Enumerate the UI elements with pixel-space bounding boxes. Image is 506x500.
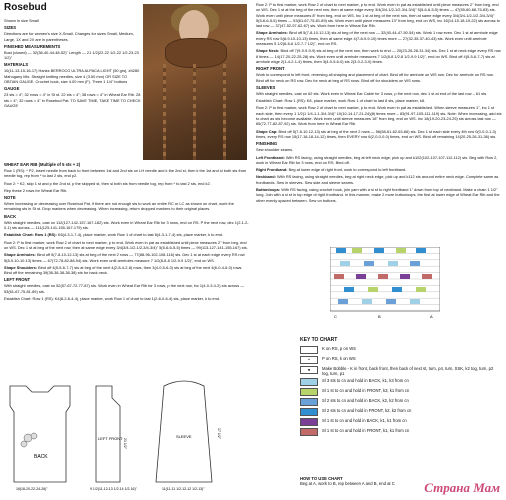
- key-item: [300, 418, 500, 426]
- key-item: [300, 428, 500, 436]
- chart-label-c: C: [334, 314, 337, 319]
- note-heading: NOTE: [4, 195, 16, 201]
- shoulder-text: Bind off 4(5-5-6-7-7) sts at beg of the next 4(2-8-4-2-8) rows, then 3(4-0-5-6-0) sts at beg of the next 4(6-0-4-6-0) rows. Bind off the remaining 39(38-38-38-38-38) sts for back neck.: [4, 264, 243, 276]
- finishing-heading: FINISHING: [256, 141, 278, 147]
- gauge-heading: GAUGE: [4, 86, 20, 92]
- back-schematic: [10, 386, 70, 491]
- watermark-logo: Страна Мам: [424, 480, 500, 495]
- row2-text: Row 2: P to first marker, work Row 2 of chart to next marker, p to end. Work even in pat as established until piece measures 2" from beg, end on WS. Dec 1 st at beg of the next row, then at same edge every 3/4(3/4-1/2-1/2-3/4-3/4)" 5(5-6-6-5-5) times — 99(113-127-141-155-167) sts.: [4, 239, 248, 250]
- lfb-heading: Left Frontband:: [256, 154, 285, 160]
- swatch-cable: [300, 398, 318, 406]
- dim-back-width: 16(18-20-22-24-26)": [16, 487, 48, 491]
- dim-length: 21 1/2": [123, 438, 127, 449]
- rightfront-heading: RIGHT FRONT: [256, 66, 285, 72]
- armhole-heading: Shape Armholes:: [256, 30, 288, 36]
- sleeve-schematic: [156, 381, 221, 491]
- shoulder-heading: Shape Shoulders:: [4, 264, 38, 270]
- howto-text: Beg at A, work to B, rep between A and B, end at C: [300, 481, 395, 486]
- dim-sleeve-length: 17 1/2": [217, 428, 221, 439]
- page-title: Rosebud: [4, 2, 47, 13]
- chart-key: [300, 338, 500, 438]
- armhole-heading: Shape Armholes:: [4, 252, 36, 258]
- rib-rep: Rep these 2 rows for Wheat Ear Rib.: [4, 187, 68, 193]
- key-text: K on RS, p on WS: [322, 346, 356, 351]
- sl-row2-text: Row 2: P to first marker, work Row 2 of chart to next marker, p to end. Work even in pat as established. When sleeve measures 1", inc 1 st each side, then every 1 1/2(1 1/4-1-1-3/4-3/4)" 10(10-14-17-21-24)(8) times more – 83(91-97-105-111-119) sts. Note: When increasing, add sts to chart as sts become available. Work even until sleeve measures 18" from beg, end on WS. Inc 18(19-20-23-24-25) sts across last row — 65(72-77-82-87-92) sts. Work from here in Wheat Ear Rib.: [256, 105, 502, 127]
- swatch-cable: [300, 378, 318, 386]
- rightfront-text: Work to correspond to left front, reversing all shaping and placement of chart. Bind off for armhole on WS row. Dec for armhole on RS row. Bind off for neck on RS row. Dec for neck at beg of RS rows. Bind off for shoulders on WS rows.: [256, 72, 494, 83]
- key-text: Sl 2 sts to cn and hold in BACK, k2, k2 from cn: [322, 398, 409, 403]
- materials-text: 10(11-13-15-16-17) Hanks BERROCO ULTRA ALPACA LIGHT (50 grs), #4280 Mahogany Mix. Straight knitting needles, size 4 (3.50 mm) OR SIZE TO OBTAIN GAUGE. Crochet hook, size 4.00 mm (F). Three 1 1/4" buttons: [4, 68, 140, 85]
- chart-label-b: B: [378, 314, 381, 319]
- key-text: Sl 3 sts to cn and hold in BACK, k1, k3 from cn: [322, 378, 409, 383]
- key-text: Sl 1 st to cn and hold in FRONT, k3, k1 from cn: [322, 388, 410, 393]
- cap-heading: Shape Cap:: [256, 128, 278, 134]
- key-item: [300, 388, 500, 396]
- sl-establish-text: Establish Chart: Row 1 (RS): K8, place marker, work Row 1 of chart to last 8 sts, place marker, k8.: [256, 98, 426, 104]
- leftfront-heading: LEFT FRONT: [4, 277, 31, 283]
- establish-heading: Establish Chart: Row 1 (RS):: [4, 232, 57, 238]
- rib-heading: WHEAT EAR RIB (Multiple of 5 sts + 2): [4, 162, 81, 167]
- row2-text: Row 2: P to first marker, work Row 2 of chart to next marker, p to end. Work even in pat as established until piece measures 2" from beg, end on WS. Dec 1 st at the beg of the next row, then at same edge every 3/4(3/4-1/2-1/2-3/4-3/4)" 5(5-6-6-5-5) times — 47(55-60-68-75-83) sts. Work even until piece measures 8" from beg, end on WS. Inc 1 st at beg of the next row, then at same edge every 3/4(3/4-1/2-1/2-3/4-3/4)" 5(5-6-6-5-5) times — 53(61-67-75-81-89) sts. Work even until piece measures 13" from beg, end on WS, inc 16(14-15-18-19-22) sts across to last row — 37(47-52-57-62-67) sts. Work from here in Wheat Ear Rib.: [256, 2, 500, 29]
- swatch-cable: [300, 428, 318, 436]
- swatch-bobble: ●: [300, 366, 318, 374]
- howto-title: HOW TO USE CHART: [300, 476, 343, 481]
- left-column-lower: [4, 160, 250, 303]
- dim-sleeve-width: 11(11-11 1/2-12-12 1/2-13)": [162, 487, 205, 491]
- sweater-collar: [165, 38, 227, 68]
- leftfront-label: LEFT FRONT: [98, 436, 123, 441]
- back-label: BACK: [34, 454, 48, 460]
- dim-front-width: 9 1/2(11-12-13 1/2-14 1/2-16)": [90, 487, 137, 491]
- model-photo: [143, 4, 247, 160]
- note-text: When increasing or decreasing over Rosebud Pat, if there are not enough sts to work an entire RC or LC as shown on chart, work the remaining sts in St st. Drop markers when decreasing. When increasing, return dropped markers to their original places.: [4, 201, 234, 212]
- neck-heading: Shape Neck:: [256, 48, 280, 54]
- cap-text: Bind off 5(7-8-10-12-13) sts at beg of the next 2 rows — 56(58-61-62-63-66) sts. Dec 1 st each side every 4th row 0(0-0-0-1-3) times, every RS row 15(17-18-18-14-12) times, then EVERY row 6(2-0-0-0-0) times, end on WS. Bind off remaining 14(20-25-26-31-36) sts.: [256, 128, 497, 139]
- buttonloops-heading: Buttonloops:: [256, 187, 281, 193]
- cable-stripe: [193, 64, 196, 160]
- materials-heading: MATERIALS: [4, 62, 29, 68]
- armhole-text: Bind off 5(7-8-10-12-13) sts at beg of the next 2 rows — 77(88-96-102-108-116) sts. Dec 1 st at each edge every RS row 5(8-9-10-10-13) times — 67(72-78-82-88-94) sts. Work even until armholes measure 7 1/2(8-8-8 1/2-9-9 1/2)", end on WS.: [4, 252, 245, 263]
- finishing-text: Sew shoulder seams.: [256, 147, 294, 153]
- cable-stripe: [223, 64, 226, 160]
- sleeves-text: With straight needles, cast on 62 sts. Work even in Wheat Ear Cable for 3 rows, p the next row, dec 1 st at end of the last row – 61 sts.: [256, 90, 488, 96]
- schematics: [4, 378, 250, 496]
- rib-row1: Row 1 (RS): * P2, insert needle from back to front between 1st and 2nd sts on LH needle and k the 2nd st, then k the 1st and sl both sts from needle tog, rep from * to last 2 sts, end p2.: [4, 168, 247, 179]
- left-column: [4, 18, 142, 110]
- key-item: [300, 408, 500, 416]
- subtitle: Shown in size Small: [4, 18, 39, 23]
- key-item: [300, 378, 500, 386]
- rfb-text: Beg at lower edge of right front, work to correspond to left frontband.: [288, 167, 407, 173]
- back-text: With straight needles, cast on 112(127-142-157-167-182) sts. Work even in Wheat Ear Rib for 3 rows, end on RS. P the next row, dec 1(2-1-2-0-1) sts across — 111(125-141-155-167-179) sts.: [4, 219, 249, 231]
- neckband-text: With RS facing, using straight needles, beg at right neck edge, pick up and k112 sts around entire neck edge. Complete same as frontbands. Sew in sleeves. Sew side and sleeve seams.: [256, 174, 499, 185]
- neck-text: Bind off 7(9-9-9-9-9) sts at beg of the next row, then work to end — 20(23-26-28-31-34) sts. Dec 1 st at neck edge every RS row 6 times — 14(17-20-22-25-28) sts. Work even until armhole measures 7 1/2(8-8 1/2-8 1/2-9-9 1/2)", end on WS. Bind off 4(5-5-6-7-7) sts at armhole edge 2(1-4-2-1-4) times, then 3(4-0-5-6-0) sts 2(3-0-2-3-0) times.: [256, 48, 501, 64]
- sizes-text: Directions are for women's size X-Small. Changes for sizes Small, Medium, Large, 1X and 2X are in parentheses.: [4, 31, 134, 42]
- leftfront-text: With straight needles, cast on 52(57-67-72-77-87) sts. Work even in Wheat Ear Rib for 3 rows, p the next row, inc 1(4-0-3-4-2) sts across — 53(61-67-75-81-89) sts.: [4, 283, 245, 294]
- key-text: Sl 1 st to cn and hold in FRONT, k1, k1 from cn: [322, 428, 410, 433]
- key-title: KEY TO CHART: [300, 337, 338, 343]
- lf-establish-text: Establish Chart: Row 1 (RS): K4(8-2-6-4-4), place marker, work Row 1 of chart to last 1(2-6-0-6-4) sts, place marker, k to end.: [4, 296, 221, 302]
- key-text: Make Bobble - K in front, back front, then back of next st, turn, p4, turn, SSK, k2 tog, turn, p2 tog, turn, p1: [322, 366, 494, 376]
- gauge-text: 23 sts = 4"; 32 rows = 4" in St st. 22 sts = 4"; 38 rows = 4" in Wheat Ear Rib. 28 sts = 4"; 32 rows = 4" in Rosebud Pat. TO SAVE TIME, TAKE TIME TO CHECK GAUGE: [4, 92, 141, 108]
- key-text: P on RS, k on WS: [322, 356, 356, 361]
- key-text: Sl 1 st to cn and hold in BACK, k1, k1 from cn: [322, 418, 407, 423]
- finished-heading: FINISHED MEASUREMENTS: [4, 43, 61, 49]
- swatch-cable: [300, 418, 318, 426]
- key-item: [300, 398, 500, 406]
- rfb-heading: Right Frontband:: [256, 167, 288, 173]
- sleeve-label: SLEEVE: [176, 434, 192, 439]
- swatch-knit: [300, 346, 318, 354]
- leftfront-schematic: [90, 386, 138, 491]
- establish-text: K6(4-3-1-7-4), place marker, work Row 1 of chart to last 6(4-3-1-7-4) sts, place marker, k to end.: [57, 232, 224, 238]
- lfb-text: With RS facing, using straight needles, beg at left neck edge, pick up and k102(102-107-107-112-112) sts. Beg with Row 2, work in Wheat Ear Rib for 3 rows, end on RS. Bind off.: [256, 154, 498, 165]
- right-column: [256, 2, 502, 205]
- finished-text: Bust (closed) — 32(36-40-44-48-52)" Length — 21 1/2(22-22 1/2-22 1/2-23-23 1/2)": [4, 49, 139, 61]
- key-item: [300, 346, 500, 354]
- rib-row2: Row 2: * K2, skip 1 st and p the 2nd st, p the skipped st, then sl both sts from needle tog, rep from * to last 2 sts, end k2.: [4, 180, 211, 186]
- swatch-purl: •: [300, 356, 318, 364]
- key-item: [300, 356, 500, 364]
- cable-stripe: [163, 64, 166, 160]
- neckband-heading: Neckband:: [256, 174, 276, 180]
- armhole-text: Bind off 5(7-8-10-12-13) sts at beg of the next row — 32(40-44-47-50-54) sts. Work 1 row even. Dec 1 st at armhole edge every RS row 5(8-9-10-10-13) times, then at same edge 4(7-8-9-9-10) times more — 27(32-35-37-40-43) sts. Work even until armhole measures 5 1/2(6-6-6 1/2-7-7 1/2)", end on RS.: [256, 30, 498, 47]
- chart-label-a: A: [430, 314, 433, 319]
- key-text: Sl 2 sts to cn and hold in FRONT, k2, k2 from cn: [322, 408, 412, 413]
- key-item: [300, 366, 500, 376]
- buttonloops-text: With RS facing, using crochet hook, join yarn with a sl st to right frontband 1" down from top of neckband. Make a chain 1 1/2" long. Join with a sl st in top edge of right frontband. In this manner, make 2 more buttonloops, the first at lower edge of Wheat Ear Rib and the other evenly spaced between. Sew on buttons.: [256, 187, 500, 203]
- back-heading: BACK: [4, 213, 17, 219]
- swatch-cable: [300, 388, 318, 396]
- sleeves-heading: SLEEVES: [256, 84, 276, 90]
- how-to-use-chart: [300, 476, 420, 486]
- stitch-chart: [330, 247, 440, 321]
- sizes-heading: SIZES: [4, 25, 17, 31]
- swatch-cable: [300, 408, 318, 416]
